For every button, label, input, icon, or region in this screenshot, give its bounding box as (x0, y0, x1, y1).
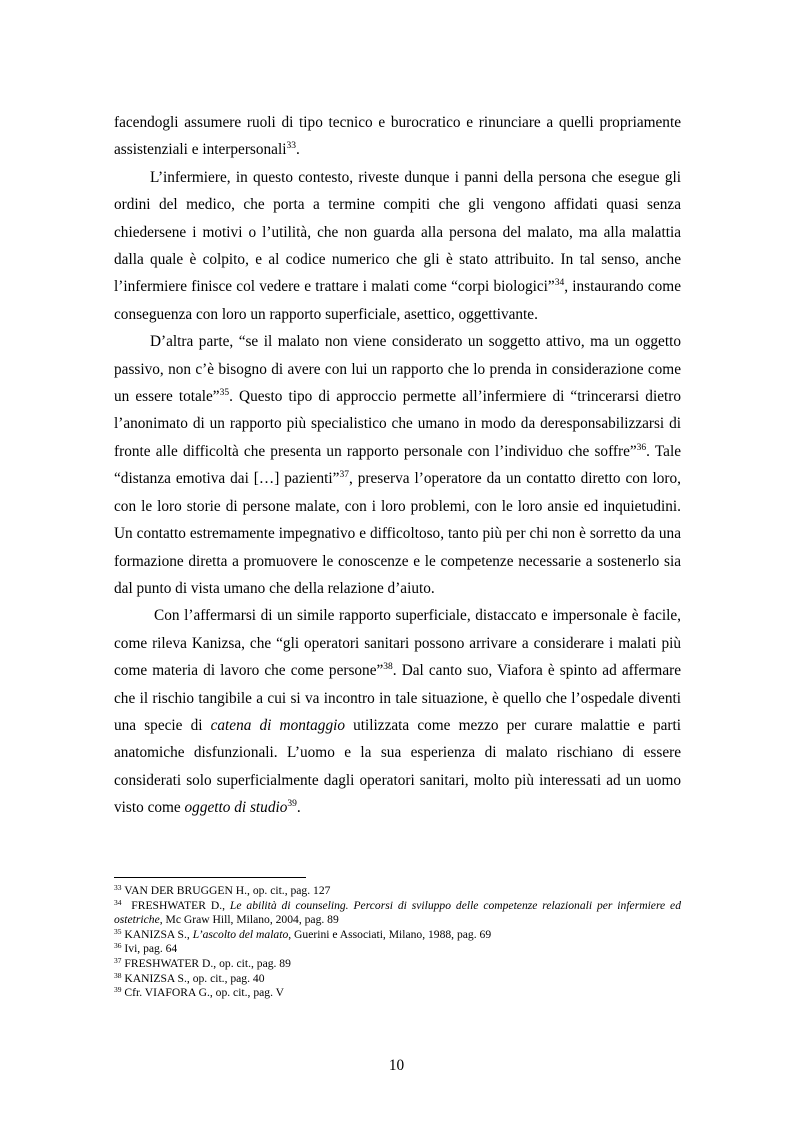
footnote-text: , Mc Graw Hill, Milano, 2004, pag. 89 (159, 913, 339, 927)
italic-text: catena di montaggio (210, 716, 345, 734)
paragraph-3 (114, 328, 681, 602)
text-run: utilizzata come mezzo per curare malattie e parti anatomiche disfunzionali. L’uomo e la sua esperienza di malato rischiano di essere considerati solo superficialmente dagli operatori sanitari, molto più interessati ad un uomo visto come (114, 716, 681, 817)
footnote-39 (114, 986, 681, 1001)
text-run: L’infermiere, in questo contesto, riveste dunque i panni della persona che esegue gli ordini del medico, che porta a termine compiti che gli vengono affidati quasi senza chiedersene i motivi o l’utilità, che non guarda alla persona del malato, ma alla malattia dalla quale è colpito, e al codice numerico che gli è stato attribuito. In tal senso, anche l’infermiere finisce col vedere e trattare i malati come “corpi biologici” (114, 168, 681, 296)
text-run: . Tale “distanza emotiva dai […] pazienti” (114, 442, 681, 488)
footnote-text: FRESHWATER D., op. cit., pag. 89 (124, 956, 291, 970)
footnote-number: 37 (114, 955, 122, 965)
footnote-ref: 34 (554, 278, 565, 289)
footnote-number: 39 (114, 985, 122, 995)
footnote-number: 34 (114, 897, 122, 907)
text-run: . (296, 799, 301, 817)
footnote-ref: 39 (287, 799, 297, 810)
footnote-number: 33 (114, 883, 122, 892)
footnote-text: KANIZSA S., op. cit., pag. 40 (124, 971, 265, 985)
footnote-title: L’ascolto del malato (192, 927, 289, 941)
footnote-ref: 37 (339, 470, 349, 481)
footnote-ref: 35 (219, 388, 230, 399)
footnote-text: Cfr. VIAFORA G., op. cit., pag. V (124, 986, 285, 1000)
text-run: . (295, 141, 300, 159)
footnote-number: 38 (114, 970, 122, 980)
footnote-separator (114, 877, 306, 878)
text-run: , instaurando come conseguenza con loro un rapporto superficiale, asettico, oggettivante. (114, 278, 681, 323)
footnote-33 (114, 884, 681, 899)
footnote-ref: 33 (286, 141, 296, 152)
footnote-text: VAN DER BRUGGEN H., op. cit., pag. 127 (124, 884, 331, 897)
text-run: Con l’affermarsi di un simile rapporto superficiale, distaccato e impersonale è facile, come rileva Kanizsa, che “gli operatori sanitari possono arrivare a considerare i malati più come materia di lavoro che come persone” (114, 607, 681, 680)
main-text (114, 109, 681, 822)
footnote-36 (114, 942, 681, 957)
footnote-38 (114, 972, 681, 987)
footnote-35 (114, 928, 681, 943)
paragraph-4 (114, 602, 681, 821)
text-run: facendogli assumere ruoli di tipo tecnico e burocratico e rinunciare a quelli propriamente assistenziali e interpersonali (114, 114, 681, 159)
footnote-text: KANIZSA S., (124, 927, 193, 941)
page-number: 10 (388, 1057, 405, 1074)
footnote-37 (114, 957, 681, 972)
footnote-ref: 36 (636, 442, 647, 453)
footnote-number: 36 (114, 941, 122, 951)
text-run: . Questo tipo di approccio permette all’infermiere di “trincerarsi dietro l’anonimato di un rapporto più specialistico che umano in modo da deresponsabilizzarsi di fronte alle difficoltà che presenta un rapporto personale con l’individuo che soffre” (114, 388, 681, 460)
footnote-34 (114, 899, 681, 928)
footnote-text: , Guerini e Associati, Milano, 1988, pag. 69 (288, 927, 492, 941)
text-run: . Dal canto suo, Viafora è spinto ad affermare che il rischio tangibile a cui si va incontro in tale situazione, è quello che l’ospedale diventi una specie di (114, 662, 681, 734)
footnote-number: 35 (114, 926, 122, 936)
paragraph-1 (114, 109, 681, 164)
footnote-ref: 38 (383, 662, 393, 673)
footnote-title: Le abilità di counseling. Percorsi di sviluppo delle competenze relazionali per infermiere ed ostetriche (114, 898, 681, 927)
footnote-text: Ivi, pag. 64 (124, 942, 178, 956)
footnote-text: FRESHWATER D., (131, 898, 230, 912)
paragraph-2 (114, 164, 681, 328)
text-run: , preserva l’operatore da un contatto diretto con loro, con le loro storie di persone malate, con i loro problemi, con le loro ansie ed inquietudini. Un contatto estremamente impegnativo e difficoltoso, tanto più per chi non è sorretto da una formazione diretta a promuovere le conoscenze e le competenze necessarie a sostenerlo sia dal punto di vista umano che della relazione d’aiuto. (114, 470, 681, 597)
italic-text: oggetto di studio (184, 799, 288, 817)
footnotes (114, 884, 681, 1001)
text-run: D’altra parte, “se il malato non viene considerato un soggetto attivo, ma un oggetto passivo, non c’è bisogno di avere con lui un rapporto che lo prenda in considerazione come un essere totale” (114, 333, 681, 406)
